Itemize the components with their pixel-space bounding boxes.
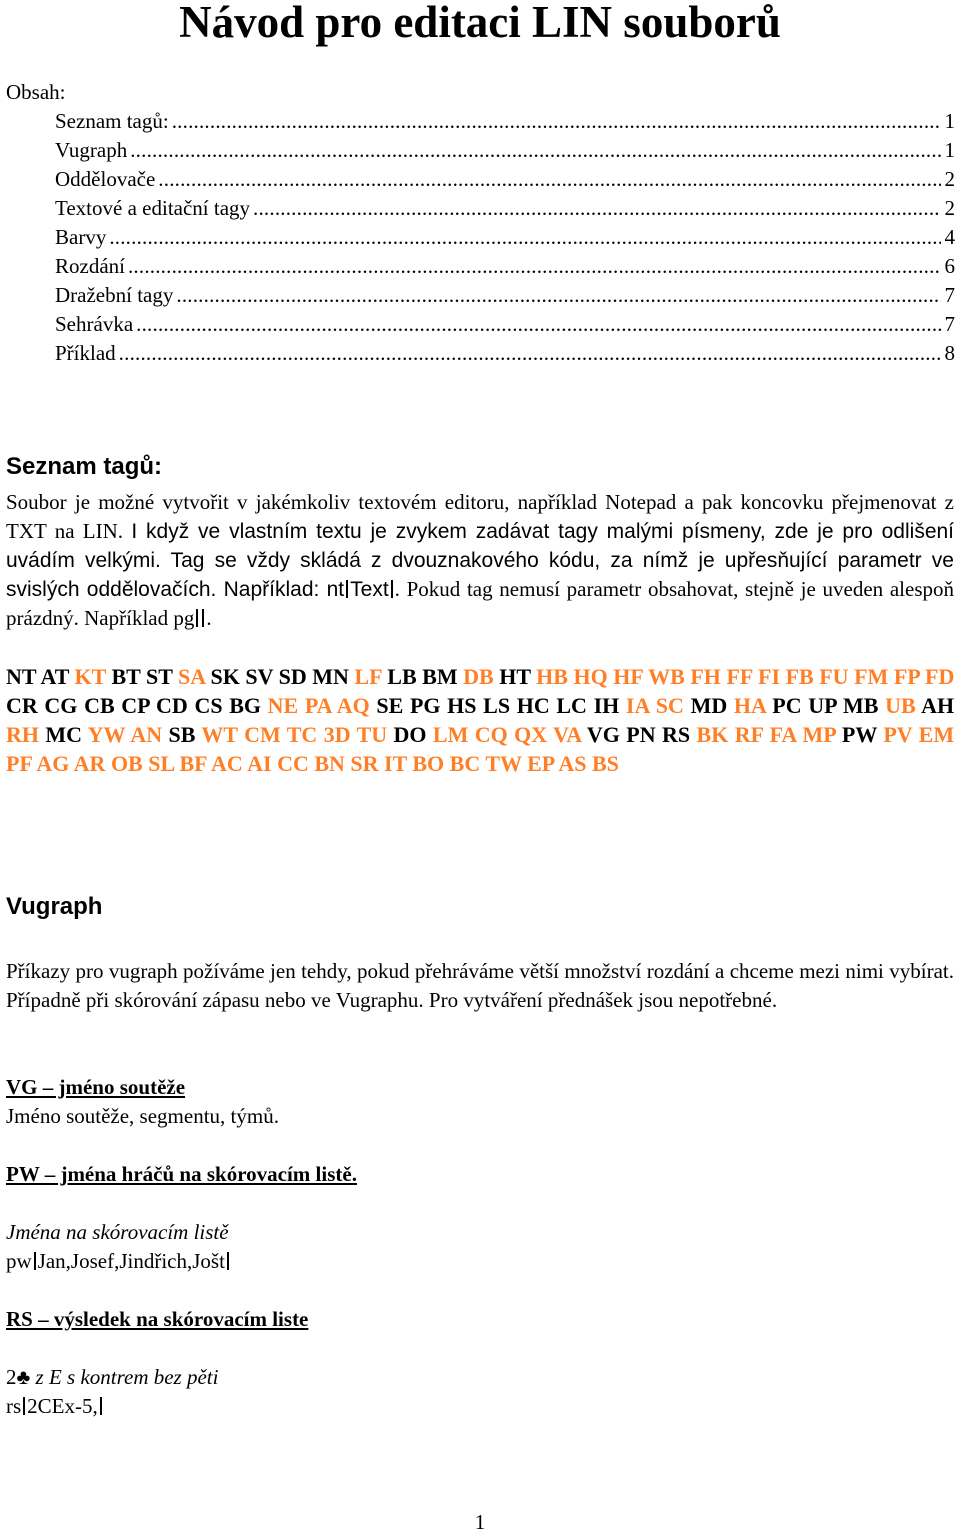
tag-code: BM (422, 664, 458, 689)
tag-code: FU (819, 664, 849, 689)
tag-code: SE (376, 693, 404, 718)
toc-entry-label: Vugraph (55, 138, 128, 162)
page-title: Návod pro editaci LIN souborů (179, 0, 781, 47)
toc-leader-dots (155, 165, 940, 194)
tag-code: BF (179, 751, 207, 776)
tag-code: HT (499, 664, 531, 689)
tag-code: VG (586, 722, 620, 747)
toc-entry-label: Oddělovače (55, 167, 156, 191)
para-text: I když ve vlastním textu je zvykem zadávat tagy malými písmeny, zde je pro odlišení uvádím velkými. Tag se vždy skládá z dvouznakového kódu, za nímž je upřesňující parametr ve svislých oddělovačích. Například: nt (6, 520, 955, 601)
tag-code: BT (111, 664, 141, 689)
tag-code: SK (210, 664, 240, 689)
page-number: 1 (474, 1510, 486, 1534)
toc-entry[interactable] (55, 223, 955, 252)
toc-entry-page: 2 (944, 196, 955, 220)
tag-code: BC (449, 751, 481, 776)
toc-entry-label: Dražební tagy (55, 283, 174, 307)
tag-code: SV (245, 664, 274, 689)
tag-code: AG (36, 751, 70, 776)
toc-entry[interactable] (55, 339, 955, 368)
toc-entry-label: Rozdání (55, 254, 125, 278)
para-text: Text (350, 578, 389, 601)
tag-code: DB (463, 664, 494, 689)
tag-code: LC (556, 693, 587, 718)
toc-entry-page: 6 (944, 254, 955, 278)
contract-level: 2 (6, 1365, 17, 1389)
toc-entry[interactable] (55, 136, 955, 165)
tag-code: MC (45, 722, 83, 747)
tag-code: ST (145, 664, 173, 689)
tag-code: CR (6, 693, 38, 718)
toc-entry[interactable] (55, 107, 955, 136)
tag-code: AT (40, 664, 70, 689)
tag-code: FI (758, 664, 781, 689)
tag-code: PC (772, 693, 802, 718)
toc-entry[interactable] (55, 194, 955, 223)
tag-code: AI (247, 751, 272, 776)
rs-description-text: z E s kontrem bez pěti (30, 1365, 219, 1389)
tag-list (6, 662, 954, 778)
toc-entry[interactable] (55, 252, 955, 281)
para-text: Soubor je možné vytvořit v jakémkoliv textovém editoru, například Notepad a pak koncovku přejmenovat z TXT na LIN. (6, 490, 954, 543)
para-text: . (206, 606, 212, 630)
toc-entry-label: Příklad (55, 341, 116, 365)
tag-code: OB (110, 751, 143, 776)
example-text: pw (6, 1249, 32, 1273)
tag-code: TU (356, 722, 388, 747)
tag-code: PF (6, 751, 33, 776)
tag-code: FF (726, 664, 753, 689)
separator-mark (346, 580, 348, 598)
tag-code: TC (286, 722, 318, 747)
tag-code: LF (354, 664, 382, 689)
tag-code: CG (44, 693, 78, 718)
separator-mark (202, 609, 204, 627)
para-text: . Pokud tag nemusí parametr obsahovat, stejně je uveden alespoň prázdný. Například pg (6, 577, 954, 630)
separator-mark (100, 1397, 102, 1415)
subheading-vg: VG – jméno soutěže (6, 1075, 186, 1099)
toc-leader-dots (169, 107, 941, 136)
tag-code: VA (553, 722, 581, 747)
tag-code: PN (626, 722, 656, 747)
toc-entry-page: 7 (944, 312, 955, 336)
tag-code: FH (690, 664, 721, 689)
example-text: Jan,Josef,Jindřich,Jošt (37, 1249, 225, 1273)
tag-code: WT (201, 722, 238, 747)
toc-leader-dots (250, 194, 940, 223)
tag-code: MP (802, 722, 836, 747)
tag-code: IH (593, 693, 620, 718)
toc-entry-page: 1 (944, 109, 955, 133)
tag-code: FA (769, 722, 797, 747)
tag-code: CP (121, 693, 150, 718)
tag-code: FM (854, 664, 889, 689)
tag-code: UP (808, 693, 837, 718)
tag-code: HF (613, 664, 643, 689)
pw-example (6, 1247, 231, 1276)
subheading-rs: RS – výsledek na skórovacím liste (6, 1307, 309, 1331)
tag-code: MB (843, 693, 879, 718)
toc-entry-label: Barvy (55, 225, 107, 249)
tag-code: CC (277, 751, 309, 776)
tag-code: SC (655, 693, 684, 718)
club-suit-icon: ♣ (16, 1365, 31, 1389)
tag-code: EM (918, 722, 955, 747)
toc-entry-page: 1 (944, 138, 955, 162)
tag-code: RF (734, 722, 764, 747)
tag-code: HC (516, 693, 550, 718)
tag-code: WB (648, 664, 685, 689)
toc-leader-dots (116, 339, 941, 368)
tag-code: BK (696, 722, 729, 747)
toc-entry[interactable] (55, 310, 955, 339)
tag-code: CM (244, 722, 281, 747)
tag-code: BS (591, 751, 619, 776)
tag-code: KT (74, 664, 106, 689)
tag-code: TW (485, 751, 522, 776)
tag-code: PV (883, 722, 913, 747)
tag-code: FB (785, 664, 814, 689)
tag-code: SL (148, 751, 174, 776)
tag-code: MD (690, 693, 728, 718)
toc-entry-label: Textové a editační tagy (55, 196, 251, 220)
tag-code: FP (893, 664, 920, 689)
rs-example (6, 1392, 104, 1421)
tag-code: LM (432, 722, 469, 747)
tag-code: HA (733, 693, 766, 718)
paragraph-vugraph: Příkazy pro vugraph požíváme jen tehdy, pokud přehráváme větší množství rozdání a chceme mezi nimi vybírat. Případně při skórování zápasu nebo ve Vugraphu. Pro vytváření přednášek jsou nepotřebné. (6, 959, 954, 1012)
tag-code: MN (312, 664, 349, 689)
separator-mark (391, 580, 393, 598)
tag-code: IT (384, 751, 407, 776)
paragraph-seznam (6, 488, 954, 633)
toc-entry-label: Seznam tagů: (55, 109, 169, 133)
tag-code: SD (278, 664, 307, 689)
rs-description (6, 1363, 218, 1392)
toc-leader-dots (106, 223, 940, 252)
toc-entry-page: 8 (944, 341, 955, 365)
tag-code: HB (536, 664, 568, 689)
toc-entry-page: 2 (944, 167, 955, 191)
tag-code: EP (527, 751, 555, 776)
separator-mark (23, 1397, 25, 1415)
separator-mark (227, 1252, 229, 1270)
tag-code: PW (841, 722, 877, 747)
tag-code: QX (514, 722, 548, 747)
tag-code: CB (84, 693, 115, 718)
tag-code: SA (178, 664, 205, 689)
tag-code: SB (168, 722, 196, 747)
tag-code: AQ (336, 693, 370, 718)
toc-entry[interactable] (55, 281, 955, 310)
tag-code: 3D (323, 722, 351, 747)
tag-code: CD (156, 693, 188, 718)
tag-code: DO (393, 722, 427, 747)
tag-code: SR (350, 751, 379, 776)
tag-code: LS (483, 693, 511, 718)
toc-leader-dots (133, 310, 940, 339)
separator-mark (196, 609, 198, 627)
tag-code: YW (87, 722, 126, 747)
toc-heading: Obsah: (6, 80, 66, 104)
tag-code: IA (625, 693, 650, 718)
toc-leader-dots (173, 281, 940, 310)
separator-mark (34, 1252, 36, 1270)
table-of-contents (55, 107, 955, 368)
example-text: rs (6, 1394, 22, 1418)
tag-code: AR (73, 751, 106, 776)
tag-code: CQ (474, 722, 508, 747)
tag-code: AN (130, 722, 163, 747)
toc-entry-label: Sehrávka (55, 312, 134, 336)
tag-code: BG (229, 693, 262, 718)
tag-code: PA (304, 693, 332, 718)
tag-code: AH (921, 693, 955, 718)
toc-leader-dots (127, 136, 940, 165)
tag-code: HS (447, 693, 477, 718)
pw-description: Jména na skórovacím listě (6, 1220, 229, 1244)
tag-code: NE (267, 693, 299, 718)
tag-code: RS (662, 722, 691, 747)
tag-code: PG (409, 693, 441, 718)
tag-code: CS (194, 693, 223, 718)
toc-entry[interactable] (55, 165, 955, 194)
toc-entry-page: 4 (944, 225, 955, 249)
tag-code: LB (387, 664, 417, 689)
tag-code: NT (6, 664, 37, 689)
subheading-pw: PW – jména hráčů na skórovacím listě. (6, 1162, 357, 1186)
tag-code: AS (558, 751, 587, 776)
section-heading-vugraph: Vugraph (6, 893, 103, 920)
section-heading-seznam: Seznam tagů: (6, 453, 163, 480)
tag-code: FD (925, 664, 955, 689)
tag-code: AC (211, 751, 243, 776)
tag-code: HQ (573, 664, 608, 689)
example-text: 2CEx-5, (27, 1394, 98, 1418)
toc-entry-page: 7 (944, 283, 955, 307)
tag-code: BO (412, 751, 445, 776)
tag-code: RH (6, 722, 39, 747)
vg-description: Jméno soutěže, segmentu, týmů. (6, 1104, 279, 1128)
tag-code: UB (885, 693, 916, 718)
toc-leader-dots (125, 252, 941, 281)
tag-code: BN (314, 751, 345, 776)
